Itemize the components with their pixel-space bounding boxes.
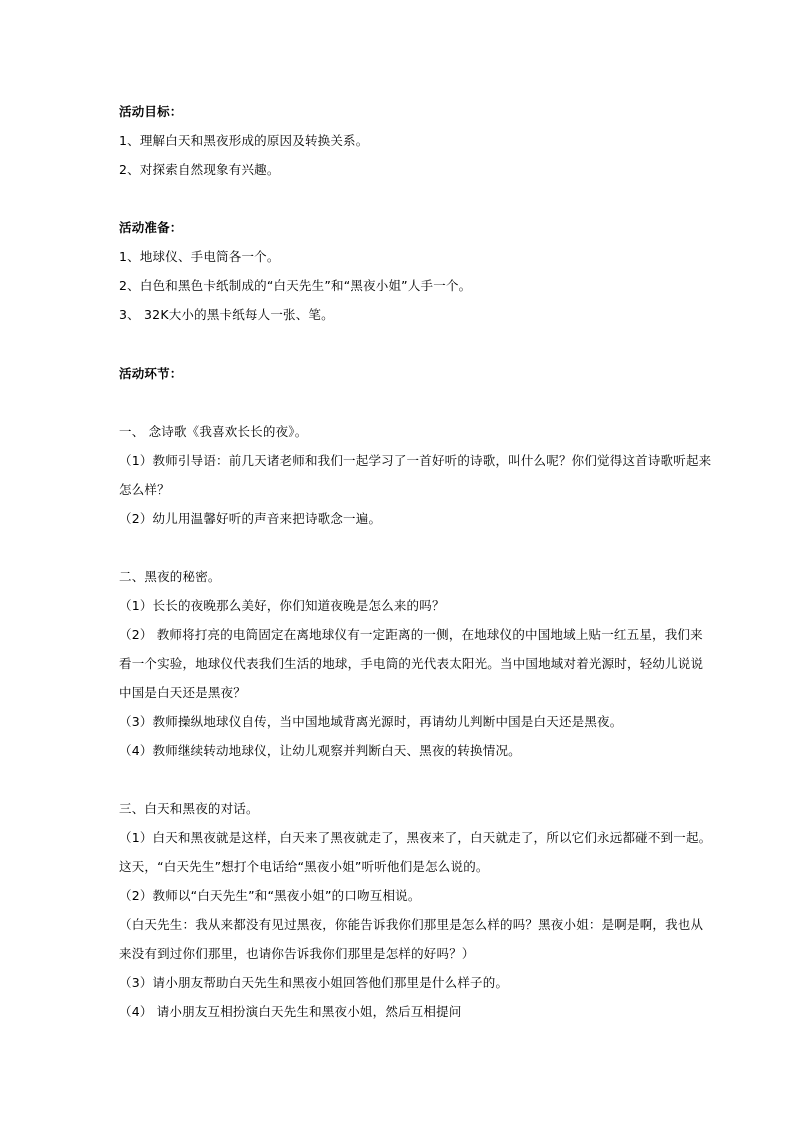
part2-line-2: （2） 教师将打亮的电筒固定在离地球仪有一定距离的一侧，在地球仪的中国地域上贴一红五星，我们来 xyxy=(119,627,703,642)
part3-line-4: （白天先生：我从来都没有见过黑夜，你能告诉我你们那里是怎么样的吗？黑夜小姐：是啊是啊，我也从 xyxy=(119,917,704,932)
part2-line-3: 看一个实验，地球仪代表我们生活的地球，手电筒的光代表太阳光。当中国地域对着光源时，轻幼儿说说 xyxy=(119,656,704,671)
prep-item-2: 2、白色和黑色卡纸制成的“白天先生”和“黑夜小姐”人手一个。 xyxy=(119,278,472,293)
part3-line-5: 来没有到过你们那里，也请你告诉我你们那里是怎样的好吗？） xyxy=(119,946,475,961)
part1-title: 一、 念诗歌《我喜欢长长的夜》。 xyxy=(119,424,308,439)
prep-heading: 活动准备： xyxy=(119,220,183,235)
part2-title: 二、黑夜的秘密。 xyxy=(119,569,221,584)
part3-title: 三、白天和黑夜的对话。 xyxy=(119,801,259,816)
part1-line-1: （1）教师引导语：前几天诸老师和我们一起学习了一首好听的诗歌，叫什么呢？你们觉得这首诗歌听起来 xyxy=(119,453,712,468)
steps-heading: 活动环节： xyxy=(119,366,183,381)
goals-heading: 活动目标： xyxy=(119,104,183,119)
prep-item-1: 1、地球仪、手电筒各一个。 xyxy=(119,249,280,264)
part2-line-4: 中国是白天还是黑夜？ xyxy=(119,685,247,700)
part2-line-6: （4）教师继续转动地球仪，让幼儿观察并判断白天、黑夜的转换情况。 xyxy=(119,743,521,758)
goal-item-2: 2、对探索自然现象有兴趣。 xyxy=(119,162,280,177)
prep-item-3: 3、 32K大小的黑卡纸每人一张、笔。 xyxy=(119,307,334,322)
part3-line-3: （2）教师以“白天先生”和“黑夜小姐”的口吻互相说。 xyxy=(119,888,421,903)
part1-line-3: （2）幼儿用温馨好听的声音来把诗歌念一遍。 xyxy=(119,511,382,526)
part3-line-1: （1）白天和黑夜就是这样，白天来了黑夜就走了，黑夜来了，白天就走了，所以它们永远都碰不到一起。 xyxy=(119,830,712,845)
part3-line-6: （3）请小朋友帮助白天先生和黑夜小姐回答他们那里是什么样子的。 xyxy=(119,975,509,990)
part3-line-2: 这天，“白天先生”想打个电话给“黑夜小姐”听听他们是怎么说的。 xyxy=(119,859,489,874)
part2-line-5: （3）教师操纵地球仪自传，当中国地域背离光源时，再请幼儿判断中国是白天还是黑夜。 xyxy=(119,714,623,729)
goal-item-1: 1、理解白天和黑夜形成的原因及转换关系。 xyxy=(119,133,369,148)
part1-line-2: 怎么样？ xyxy=(119,482,170,497)
part3-line-7: （4） 请小朋友互相扮演白天先生和黑夜小姐，然后互相提问 xyxy=(119,1004,462,1019)
part2-line-1: （1）长长的夜晚那么美好，你们知道夜晚是怎么来的吗？ xyxy=(119,598,445,613)
